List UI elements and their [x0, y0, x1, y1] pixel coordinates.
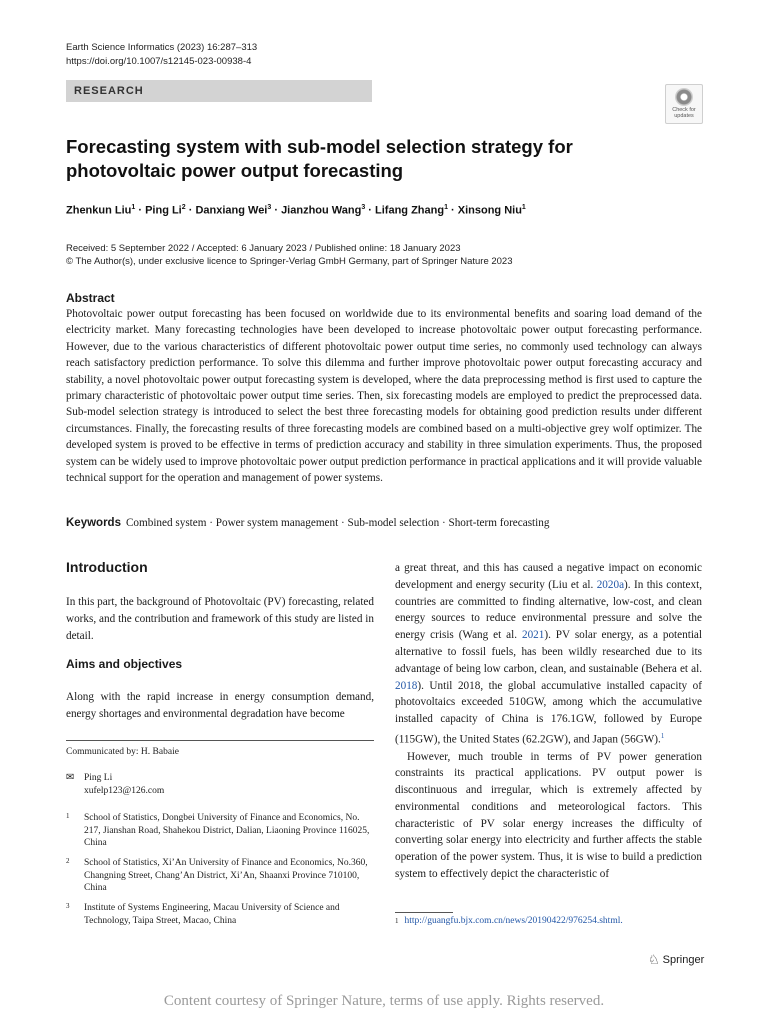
footnote-divider — [66, 740, 374, 741]
author-affiliation-mark: 2 — [181, 204, 186, 211]
author-affiliation-mark: 1 — [131, 204, 136, 211]
springer-horse-icon: ♘ — [648, 952, 660, 967]
affiliation-text: Institute of Systems Engineering, Macau University of Science and Technology, Taipa Street, Macao, China — [84, 903, 340, 926]
journal-citation: Earth Science Informatics (2023) 16:287–313 — [66, 42, 258, 53]
author-affiliation-mark: 3 — [361, 204, 366, 211]
footnote — [395, 915, 623, 928]
intro-paragraph: In this part, the background of Photovoltaic (PV) forecasting, related works, and the contribution and framework of this study are listed in detail. — [66, 596, 374, 642]
affiliation-text: School of Statistics, Xi’An University of Finance and Economics, No.360, Changning Street, Chang’An District, Xi’An, Shaanxi Province 710100, China — [84, 858, 368, 893]
copyright-line: © The Author(s), under exclusive licence to Springer-Verlag GmbH Germany, part of Springer Nature 2023 — [66, 256, 513, 267]
badge-line2: updates — [674, 113, 694, 119]
publisher-name: Springer — [662, 954, 705, 966]
author-name[interactable]: Ping Li — [145, 204, 182, 217]
citation-link[interactable]: 2020a — [596, 578, 625, 591]
crossmark-icon — [675, 88, 693, 106]
correspondence — [66, 772, 164, 797]
author-affiliation-mark: 3 — [267, 204, 272, 211]
affiliation-text: School of Statistics, Dongbei University of Finance and Economics, No. 217, Jianshan Road, Shahekou District, Dalian, Liaoning Province 116025, China — [84, 813, 370, 848]
author-list: Zhenkun Liu$^1$ · Ping $Li^2$ · Danxiang Wei$^3$ · Jianzhou Wang$^3$ · Lifang Zhang$^1$ · Xinsong Niu$^1$ — [66, 204, 526, 217]
footnote-divider — [395, 912, 453, 913]
author-affiliation-mark: 1 — [521, 204, 526, 211]
keywords-label: Keywords — [66, 517, 121, 529]
body-text: ). Until 2018, the global accumulative installed capacity of photovoltaics exceeded 510GW, among which the accumulative installed capacity of China is 176.1GW, followed by Europe (115GW), the United States (62.2GW), and Japan (56GW). — [395, 679, 702, 746]
publisher-logo — [648, 952, 704, 968]
courtesy-watermark: Content courtesy of Springer Nature, terms of use apply. Rights reserved. — [163, 993, 605, 1009]
body-text: a great threat, and this has caused a negative impact on economic development and energy security (Liu et al. — [395, 562, 702, 591]
aims-paragraph: Along with the rapid increase in energy consumption demand, energy shortages and environmental degradation have become — [66, 691, 374, 720]
dates-line: Received: 5 September 2022 / Accepted: 6 January 2023 / Published online: 18 January 2023 — [66, 243, 461, 254]
publication-dates — [66, 242, 513, 268]
body-paragraph: However, much trouble in terms of PV power generation constraints its practical applications. PV output power is discontinuous and irregular, which is extremely affected by environmental conditions and meteorological factors. This characteristic of PV solar energy increases the difficulty of converting solar energy into electricity and further affects the stable operation of the power system. Thus, it is wise to build a prediction system to effectively depict the characteristic of — [395, 750, 702, 881]
affiliation-number: 1 — [66, 812, 70, 820]
badge-line1: Check for — [672, 107, 696, 113]
citation-link[interactable]: 2018 — [395, 679, 418, 692]
intro-body-right — [395, 560, 702, 883]
keywords-text: Combined system · Power system management · Sub-model selection · Short-term forecasting — [125, 517, 550, 529]
communicated-by: Communicated by: H. Babaie — [66, 747, 179, 757]
author-name[interactable]: Xinsong Niu — [457, 204, 522, 217]
paper-title: Forecasting system with sub-model selection strategy for photovoltaic power output forecasting — [66, 136, 573, 181]
body-text: ). PV solar energy, as a potential alternative to fossil fuels, has been wildly researched due to its advantage of being low carbon, clean, and sustainable (Behera et al. — [395, 629, 702, 675]
envelope-icon: ✉ — [66, 772, 75, 783]
section-label: RESEARCH — [66, 80, 372, 102]
correspondence-email[interactable]: xufelp123@126.com — [84, 785, 165, 796]
citation-link[interactable]: 2021 — [521, 629, 545, 642]
correspondence-name: Ping Li — [84, 773, 113, 783]
aims-heading: Aims and objectives — [66, 657, 183, 671]
abstract-heading: Abstract — [66, 291, 115, 305]
author-name[interactable]: Zhenkun Liu — [66, 204, 132, 217]
check-for-updates-badge[interactable] — [665, 84, 703, 124]
affiliation-number: 2 — [66, 857, 70, 865]
author-name[interactable]: Danxiang Wei — [195, 204, 268, 217]
author-affiliation-mark: 1 — [444, 204, 448, 211]
body-text: ). In this context, countries are committed to finding alternative, low-cost, and clean energy sources to reduce environmental pressure and solve the energy crisis (Wang et al. — [395, 578, 703, 642]
keywords — [66, 517, 549, 529]
abstract-text: Photovoltaic power output forecasting has been focused on worldwide due to its environmental benefits and soaring load demand of the electricity market. Many forecasting technologies have been developed to increase photovoltaic power output forecasting performance. However, due to the various characteristics of different photovoltaic power output time series, no commonly used technology can always reach satisfactory prediction performance. To solve this dilemma and further improve photovoltaic power output forecasting accuracy and stability, a novel photovoltaic power output forecasting system is developed, where the data preprocessing method is first used to capture the primary characteristic of photovoltaic power output time series. Then, six forecasting models are employed to predict the preprocessed data. Sub-model selection strategy is introduced to select the best three forecasting models for obtaining good prediction results under different circumstances. Finally, the forecasting results of three forecasting models are combined based on a multi-objective grey wolf optimizer. The developed system is proved to be effective in terms of prediction accuracy and stability in three simulation experiments. Thus, the proposed system can be widely used to improve photovoltaic power output prediction performance in practical applications and it will provide valuable technical support for the operation and management of power systems. — [66, 308, 702, 485]
doi-link[interactable]: https://doi.org/10.1007/s12145-023-00938-4 — [66, 56, 252, 67]
introduction-heading: Introduction — [66, 559, 148, 575]
body-paragraph — [395, 560, 702, 749]
affiliation-number: 3 — [66, 902, 70, 910]
author-name[interactable]: Lifang Zhang — [375, 204, 445, 217]
footnote-number: 1 — [395, 917, 399, 925]
author-name[interactable]: Jianzhou Wang — [281, 204, 362, 217]
footnote-url[interactable]: http://guangfu.bjx.com.cn/news/20190422/976254.shtml. — [404, 916, 623, 926]
footnote-mark[interactable]: 1 — [660, 731, 665, 740]
